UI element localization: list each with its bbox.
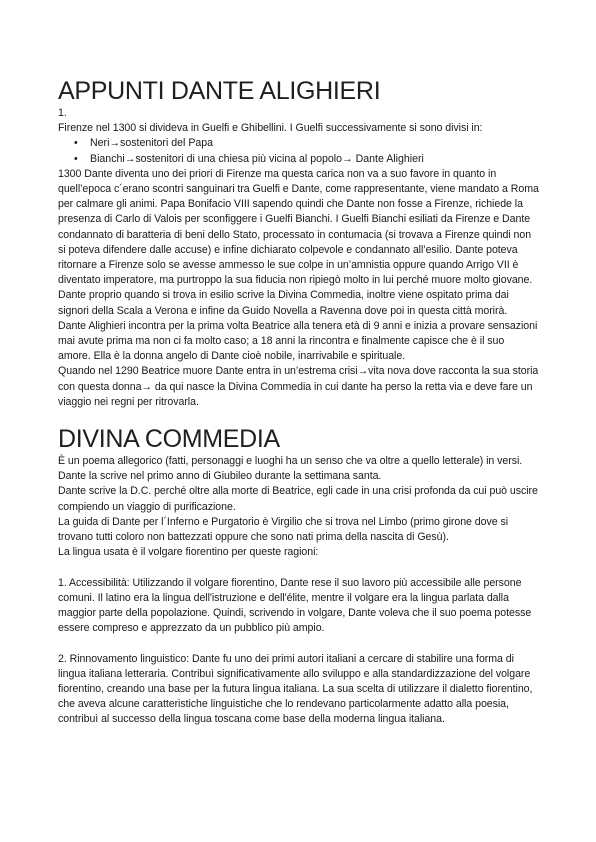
list-item-bianchi: • Bianchi→sostenitori di una chiesa più vicina al popolo→ Dante Alighieri <box>90 152 539 167</box>
paragraph-virgilio: La guida di Dante per l´Inferno e Purgatorio è Virgilio che si trova nel Limbo (primo girone dove si trovano tutti coloro non battezzati oppure che sono nati prima della nascita di Gesù). <box>58 515 508 544</box>
factions-list <box>58 136 539 166</box>
paragraph-priori: 1300 Dante diventa uno dei priori di Firenze ma questa carica non va a suo favore in quanto in quell’epoca c´erano scontri sanguinari tra Guelfi e Dante, come rappresentante, viene mandato a Roma per calmare gli animi. Papa Bonifacio VIII sapendo quindi che Dante non fosse a Firenze, richiede la presenza di Carlo di Valois per sconfiggere i Guelfi Bianchi. I Guelfi Bianchi esiliati da Firenze e Dante condannato di baratteria di beni dello Stato, processato in contumacia (si trovava a Firenze quindi non si poteva difendere dalle accuse) e infine dichiarato colpevole e condannato all’esilio. Dante poteva ritornare a Firenze solo se avesse ammesso le sue colpe in un’amnistia oppure quando Arrigo VII è diventato imperatore, ma purtroppo la sua fiducia non ripiegò molto in lui perché muore molto giovane. <box>58 167 539 287</box>
paragraph-esilio: Dante proprio quando si trova in esilio scrive la Divina Commedia, inoltre viene ospitato prima dai signori della Scala a Verona e infine da Guido Novella a Ravenna dove poi in questa città morirà. <box>58 289 509 317</box>
paragraph-lingua: La lingua usata è il volgare fiorentino per queste ragioni: <box>58 546 319 559</box>
paragraph-purificazione: Dante scrive la D.C. perché oltre alla morte di Beatrice, egli cade in una crisi profonda da cui può uscire compiendo un viaggio di purificazione. <box>58 485 538 513</box>
section-title-divina-commedia: DIVINA COMMEDIA <box>58 425 280 454</box>
paragraph-accessibilita: 1. Accessibilità: Utilizzando il volgare fiorentino, Dante rese il suo lavoro più accessibile alle persone comuni. Il latino era la lingua dell'istruzione e dell'élite, mentre il volgare era la lingua parlata dalla maggior parte della popolazione. Quindi, scrivendo in volgare, Dante voleva che il suo poema potesse essere compreso e apprezzato da un pubblico più ampio. <box>58 576 532 635</box>
section-number: 1. <box>58 107 67 119</box>
paragraph-spacer <box>58 636 539 651</box>
paragraph-crisi: Quando nel 1290 Beatrice muore Dante entra in un’estrema crisi→vita nova dove racconta la sua storia con questa donna→ da qui nasce la Divina Commedia in cui dante ha perso la retta via e deve fare un viaggio nei regni per ritrovarla. <box>58 365 539 408</box>
intro-paragraph: Firenze nel 1300 si divideva in Guelfi e Ghibellini. I Guelfi successivamente si sono divisi in: <box>58 122 483 135</box>
paragraph-beatrice: Dante Alighieri incontra per la prima volta Beatrice alla tenera età di 9 anni e inizia a provare sensazioni mai avute prima ma non ci fa molto caso; a 18 anni la rincontra e finalmente capisce che è il suo amore. Ella è la donna angelo di Dante cioè nobile, inarrivabile e spirituale. <box>58 319 538 363</box>
paragraph-spacer <box>58 560 539 575</box>
paragraph-poema: È un poema allegorico (fatti, personaggi e luoghi ha un senso che va oltre a quello letterale) in versi. Dante la scrive nel primo anno di Giubileo durante la settimana santa. <box>58 455 523 483</box>
list-item-neri: • Neri→sostenitori del Papa <box>90 136 539 151</box>
paragraph-rinnovamento: 2. Rinnovamento linguistico: Dante fu uno dei primi autori italiani a cercare di stabilire una forma di lingua italiana letteraria. Contribuì significativamente allo sviluppo e alla standardizzazione del volgare fiorentino, creando una base per la futura lingua italiana. La sua scelta di utilizzare il dialetto fiorentino, che aveva alcune caratteristiche linguistiche che lo rendevano particolarmente adatto alla poesia, contribuì al successo della lingua toscana come base della moderna lingua italiana. <box>58 652 533 726</box>
section-title-appunti: APPUNTI DANTE ALIGHIERI <box>58 77 381 105</box>
